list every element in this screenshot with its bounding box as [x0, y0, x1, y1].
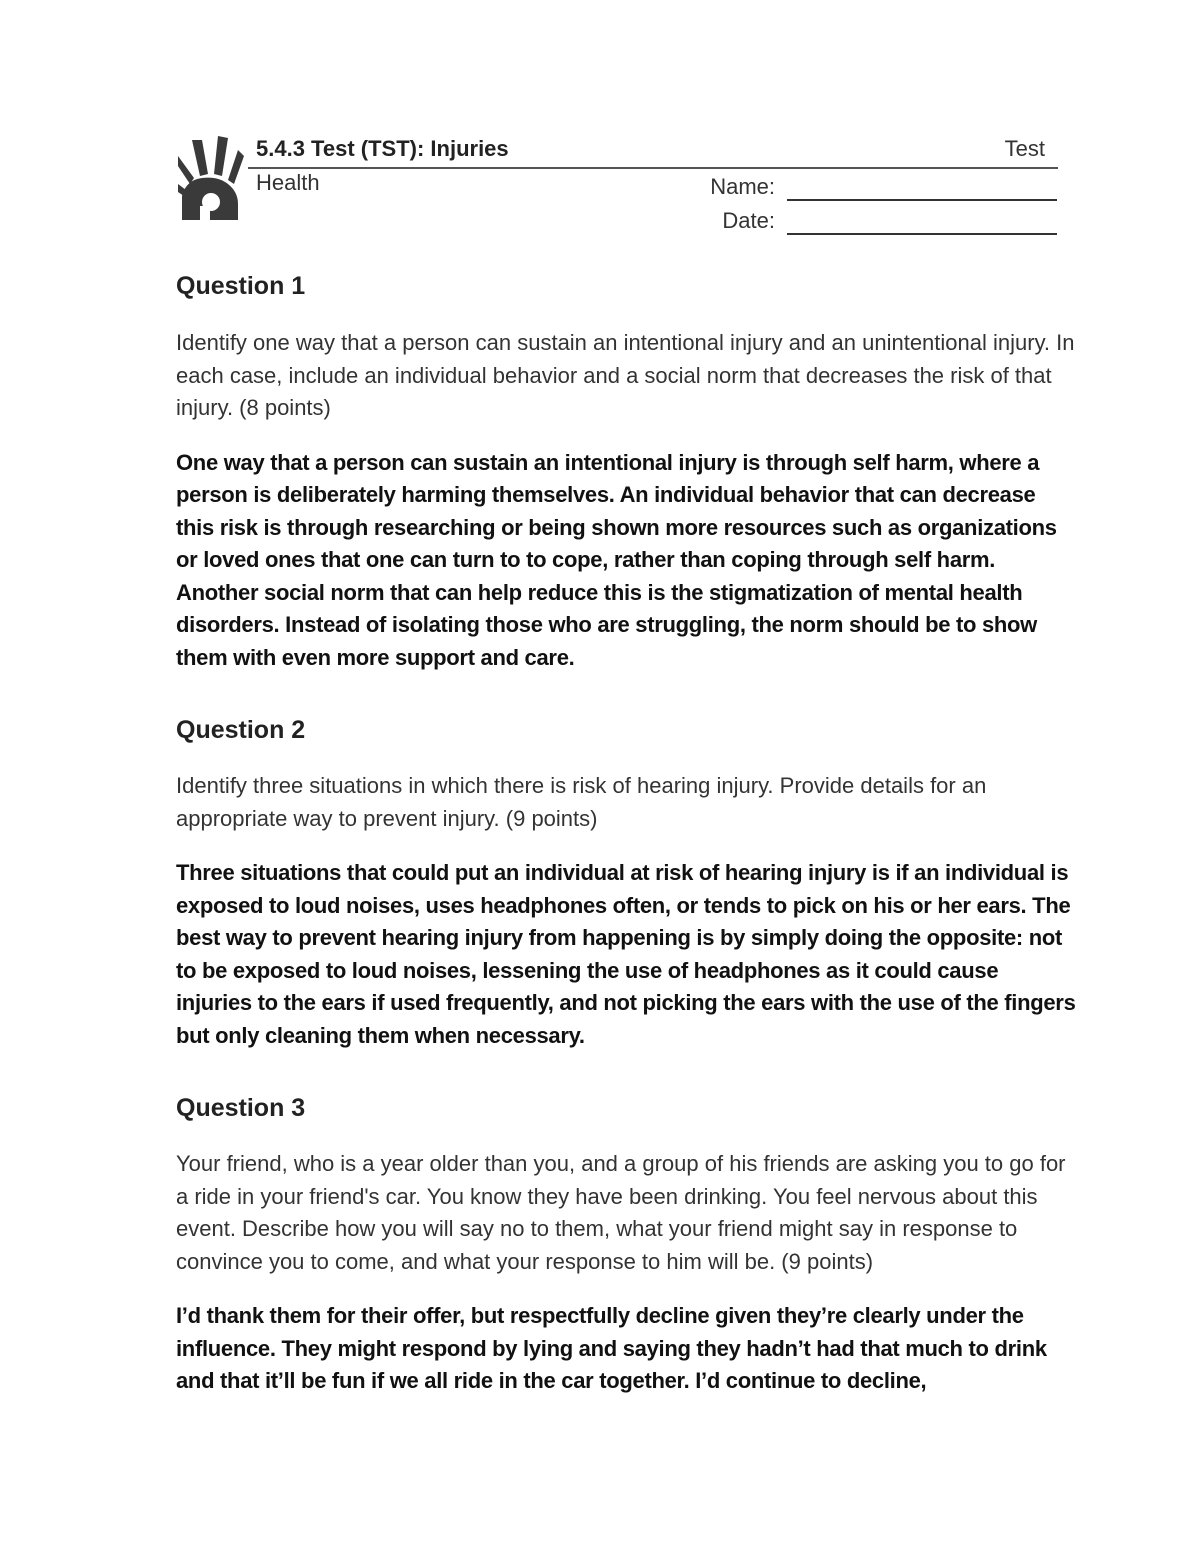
question-answer: One way that a person can sustain an intentional injury is through self harm, where a person is deliberately harming themselves. An individual behavior that can decrease this risk is through researching or being shown more resources such as organizations or loved ones that one can turn to to cope, rather than coping through self harm. Another social norm that can help reduce this is the stigmatization of mental health disorders. Instead of isolating those who are struggling, the norm should be to show them with even more support and care.	[176, 449, 1057, 670]
question-heading: Question 2	[176, 716, 306, 744]
question-answer: Three situations that could put an individual at risk of hearing injury is if an individual is exposed to loud noises, uses headphones often, or tends to pick on his or her ears. The best way to prevent hearing injury from happening is by simply doing the opposite: not to be exposed to loud noises, lessening the use of headphones as it could cause injuries to the ears if used frequently, and not picking the ears with the use of the fingers but only cleaning them when necessary.	[176, 860, 1076, 1048]
name-field[interactable]	[787, 199, 1057, 201]
subject-label: Health	[256, 170, 320, 195]
question-answer: I’d thank them for their offer, but respectfully decline given they’re clearly under the influence. They might respond by lying and saying they hadn’t had that much to drink and that it’ll be fun if we all ride in the car together. I’d continue to decline,	[176, 1303, 1047, 1393]
sunburst-head-logo-icon	[178, 136, 244, 220]
name-label: Name:	[710, 174, 775, 199]
document-type-label: Test	[1004, 136, 1045, 161]
question-heading: Question 3	[176, 1094, 306, 1122]
question-block-1	[176, 268, 1076, 674]
header-divider	[248, 167, 1058, 169]
test-title: 5.4.3 Test (TST): Injuries	[256, 136, 509, 161]
questions-section	[176, 268, 1076, 1398]
question-block-2	[176, 712, 1076, 1052]
date-field[interactable]	[787, 233, 1057, 235]
question-prompt: Identify one way that a person can sustain an intentional injury and an unintentional injury. In each case, include an individual behavior and a social norm that decreases the risk of that injury. (8 points)	[176, 330, 1075, 420]
question-prompt: Identify three situations in which there is risk of hearing injury. Provide details for an appropriate way to prevent injury. (9 points)	[176, 773, 987, 831]
question-heading: Question 1	[176, 272, 306, 300]
question-prompt: Your friend, who is a year older than you, and a group of his friends are asking you to go for a ride in your friend's car. You know they have been drinking. You feel nervous about this event. Describe how you will say no to them, what your friend might say in response to convince you to come, and what your response to him will be. (9 points)	[176, 1151, 1066, 1274]
question-block-3	[176, 1090, 1076, 1398]
date-label: Date:	[722, 208, 775, 233]
